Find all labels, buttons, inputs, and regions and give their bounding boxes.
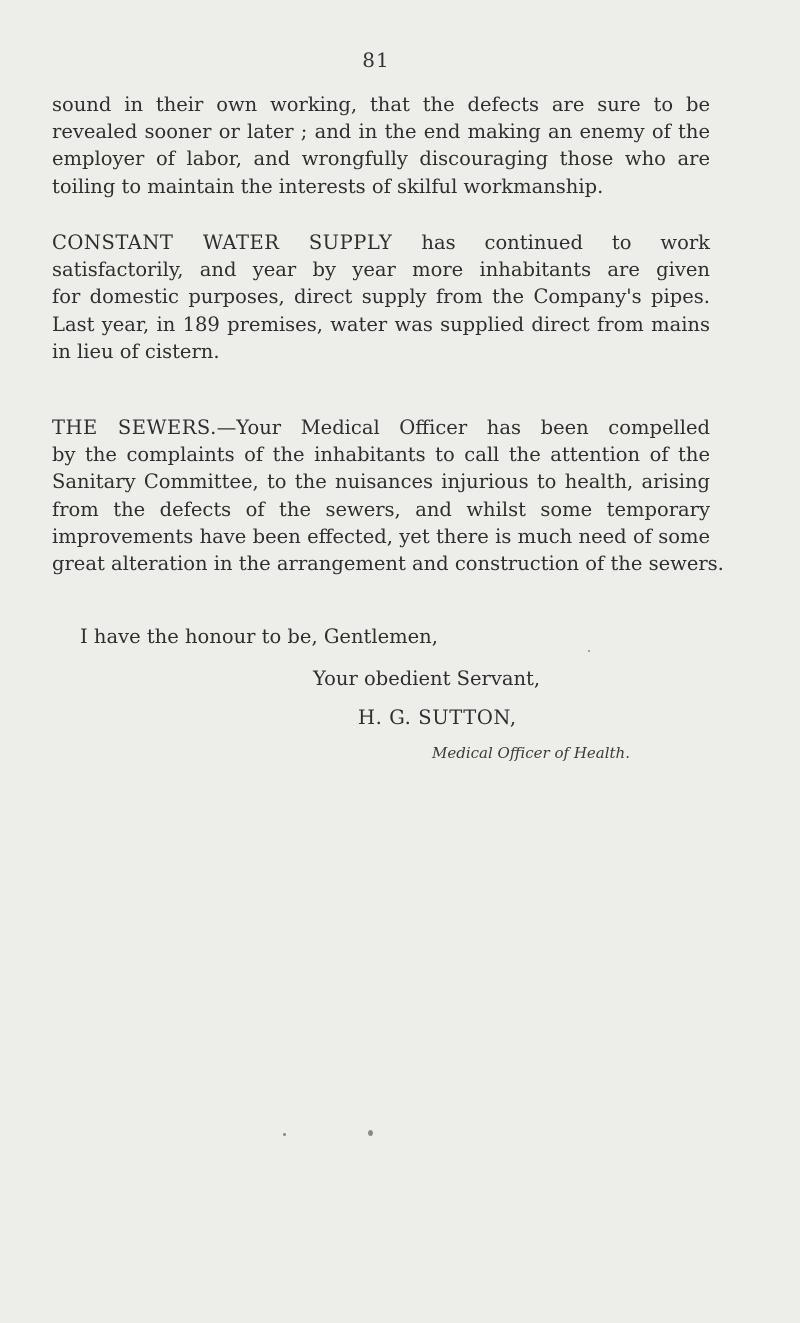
paragraph-line: employer of labor, and wrongfully discouraging those who are [52,147,710,171]
paragraph-line: revealed sooner or later ; and in the end making an enemy of the [52,120,710,144]
signer-title: Medical Officer of Health. [432,744,630,762]
paragraph-line: satisfactorily, and year by year more inhabitants are given [52,258,710,282]
page-number: 81 [362,48,390,72]
signer-name: H. G. SUTTON, [358,706,517,729]
paragraph-line: improvements have been effected, yet there is much need of some [52,524,710,548]
paragraph-line: for domestic purposes, direct supply from the Company's pipes. [52,285,710,309]
section-heading-sewers: THE SEWERS. [52,416,217,439]
paragraph-line-rest: —Your Medical Officer has been compelled [216,416,710,439]
paragraph-workmanship [52,91,710,200]
closing-salutation: I have the honour to be, Gentlemen, [80,625,438,648]
paragraph-line: Sanitary Committee, to the nuisances injurious to health, arising [52,470,710,494]
paragraph-line: sound in their own working, that the defects are sure to be [52,93,710,116]
paragraph-line: toiling to maintain the interests of skilful workmanship. [52,174,604,198]
paragraph-line: Last year, in 189 premises, water was supplied direct from mains [52,312,710,336]
paragraph-line: great alteration in the arrangement and construction of the sewers. [52,552,724,576]
paper-speck [368,1130,373,1136]
paper-speck [283,1133,286,1136]
paragraph-first-line [52,229,710,256]
paragraph-line: from the defects of the sewers, and whilst some temporary [52,497,710,521]
paragraph-line: in lieu of cistern. [52,339,220,363]
paragraph-first-line [52,414,710,441]
paragraph-line: by the complaints of the inhabitants to call the attention of the [52,443,710,467]
complimentary-close: Your obedient Servant, [313,667,541,690]
paper-speck [588,650,590,652]
section-heading-water-supply: CONSTANT WATER SUPPLY [52,231,393,254]
paragraph-line-rest: has continued to work [392,231,710,254]
paragraph-water-supply [52,229,710,365]
paragraph-sewers [52,414,724,577]
